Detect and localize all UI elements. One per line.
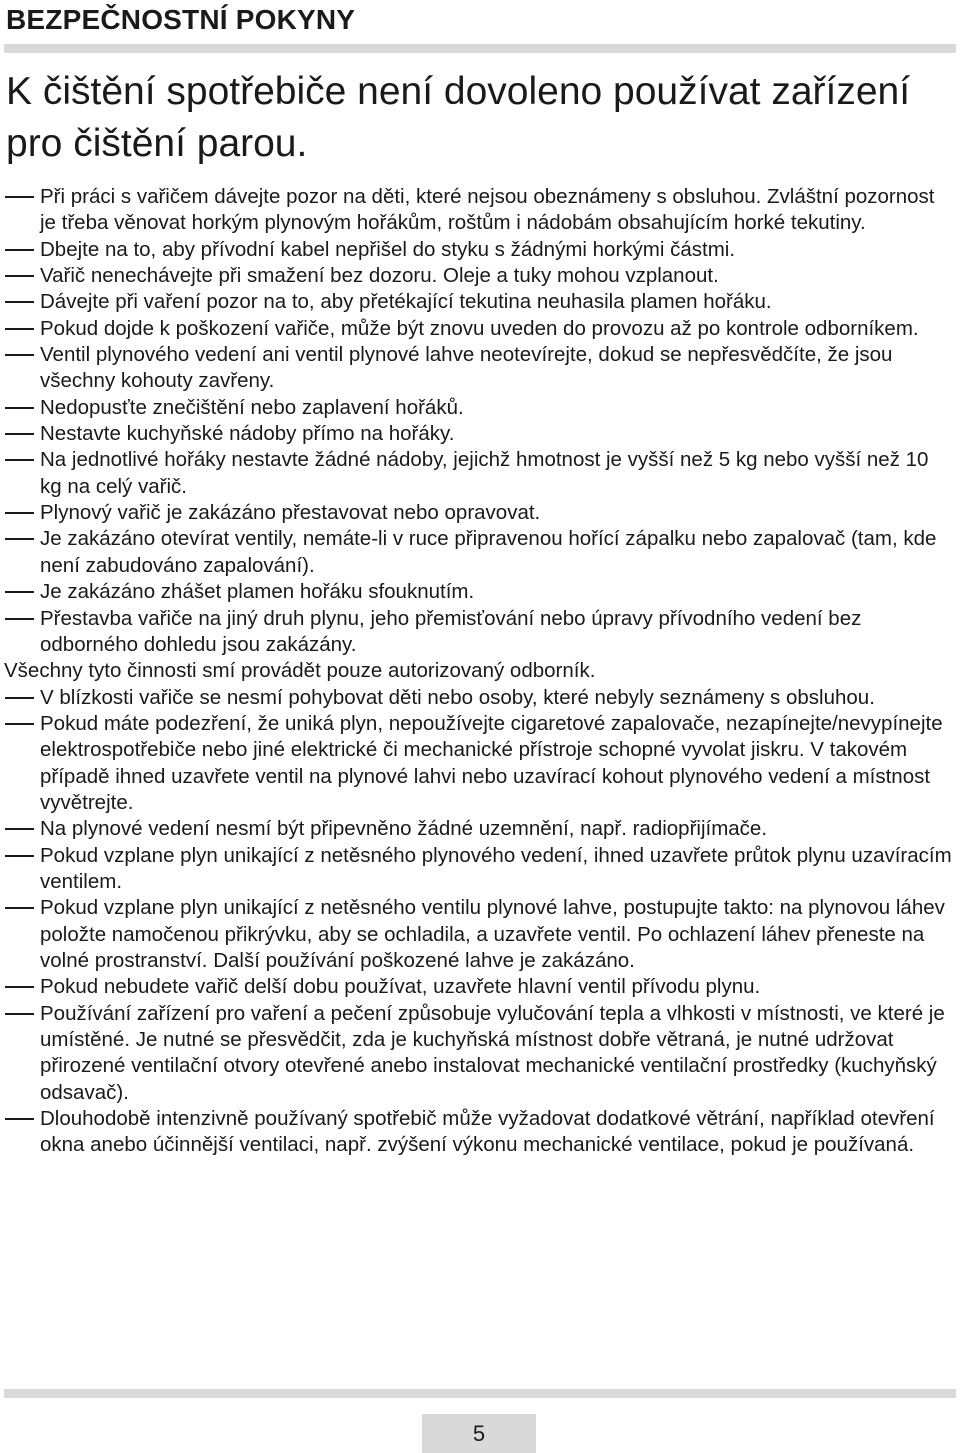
instruction-item: Nedopusťte znečištění nebo zaplavení hořáků. (4, 395, 954, 421)
instruction-item: Dbejte na to, aby přívodní kabel nepřišel do styku s žádnými horkými částmi. (4, 237, 954, 263)
instruction-item: Plynový vařič je zakázáno přestavovat nebo opravovat. (4, 500, 954, 526)
instruction-item: Používání zařízení pro vaření a pečení způsobuje vylučování tepla a vlhkosti v místnosti, ve které je umístěné. Je nutné se přesvědčit, zda je kuchyňská místnost dobře větraná, je nutné udržovat přirozené ventilační otvory otevřené anebo instalovat mechanické ventilační prostředky (kuchyňský odsavač). (4, 1001, 954, 1106)
instruction-item: Dávejte při vaření pozor na to, aby přetékající tekutina neuhasila plamen hořáku. (4, 289, 954, 315)
instruction-item: V blízkosti vařiče se nesmí pohybovat děti nebo osoby, které nebyly seznámeny s obsluhou. (4, 685, 954, 711)
section-title: BEZPEČNOSTNÍ POKYNY (6, 4, 356, 35)
instruction-note: Všechny tyto činnosti smí provádět pouze autorizovaný odborník. (4, 659, 596, 683)
page-number: 5 (472, 1420, 486, 1446)
instruction-item: Na jednotlivé hořáky nestavte žádné nádoby, jejichž hmotnost je vyšší než 5 kg nebo vyšší než 10 kg na celý vařič. (4, 447, 954, 500)
instruction-item: Při práci s vařičem dávejte pozor na děti, které nejsou obeznámeny s obsluhou. Zvláštní pozornost je třeba věnovat horkým plynovým hořákům, roštům i nádobám obsahujícím horké tekutiny. (4, 184, 954, 237)
instruction-item: Přestavba vařiče na jiný druh plynu, jeho přemisťování nebo úpravy přívodního vedení bez odborného dohledu jsou zakázány. (4, 606, 954, 659)
instruction-item: Pokud dojde k poškození vařiče, může být znovu uveden do provozu až po kontrole odborníkem. (4, 316, 954, 342)
instruction-item: Pokud vzplane plyn unikající z netěsného plynového vedení, ihned uzavřete průtok plynu uzavíracím ventilem. (4, 843, 954, 896)
safety-instructions-list (4, 184, 954, 1159)
instruction-item: Dlouhodobě intenzivně používaný spotřebič může vyžadovat dodatkové větrání, například otevření okna anebo účinnější ventilaci, např. zvýšení výkonu mechanické ventilace, pokud je používaná. (4, 1106, 954, 1159)
instruction-item: Je zakázáno zhášet plamen hořáku sfouknutím. (4, 579, 954, 605)
instruction-item: Vařič nenechávejte při smažení bez dozoru. Oleje a tuky mohou vzplanout. (4, 263, 954, 289)
instruction-item: Pokud máte podezření, že uniká plyn, nepoužívejte cigaretové zapalovače, nezapínejte/nevypínejte elektrospotřebiče nebo jiné elektrické či mechanické přístroje schopné vyvolat jiskru. V takovém případě ihned uzavřete ventil na plynové lahvi nebo uzavírací kohout plynového vedení a místnost vyvětrejte. (4, 711, 954, 816)
headline: K čištění spotřebiče není dovoleno používat zařízení pro čištění parou. (6, 70, 911, 165)
instruction-item: Je zakázáno otevírat ventily, nemáte-li v ruce připravenou hořící zápalku nebo zapalovač (tam, kde není zabudováno zapalování). (4, 526, 954, 579)
instruction-item: Pokud vzplane plyn unikající z netěsného ventilu plynové lahve, postupujte takto: na plynovou láhev položte namočenou přikrývku, aby se ochladila, a uzavřete ventil. Po ochlazení láhev přeneste na volné prostranství. Další používání poškozené lahve je zakázáno. (4, 895, 954, 974)
bottom-divider (4, 1389, 956, 1398)
page-number-box (422, 1414, 536, 1453)
instruction-item: Pokud nebudete vařič delší dobu používat, uzavřete hlavní ventil přívodu plynu. (4, 974, 954, 1000)
instruction-item: Nestavte kuchyňské nádoby přímo na hořáky. (4, 421, 954, 447)
top-divider (4, 44, 956, 53)
instruction-item: Ventil plynového vedení ani ventil plynové lahve neotevírejte, dokud se nepřesvědčíte, že jsou všechny kohouty zavřeny. (4, 342, 954, 395)
instruction-item: Na plynové vedení nesmí být připevněno žádné uzemnění, např. radiopřijímače. (4, 816, 954, 842)
